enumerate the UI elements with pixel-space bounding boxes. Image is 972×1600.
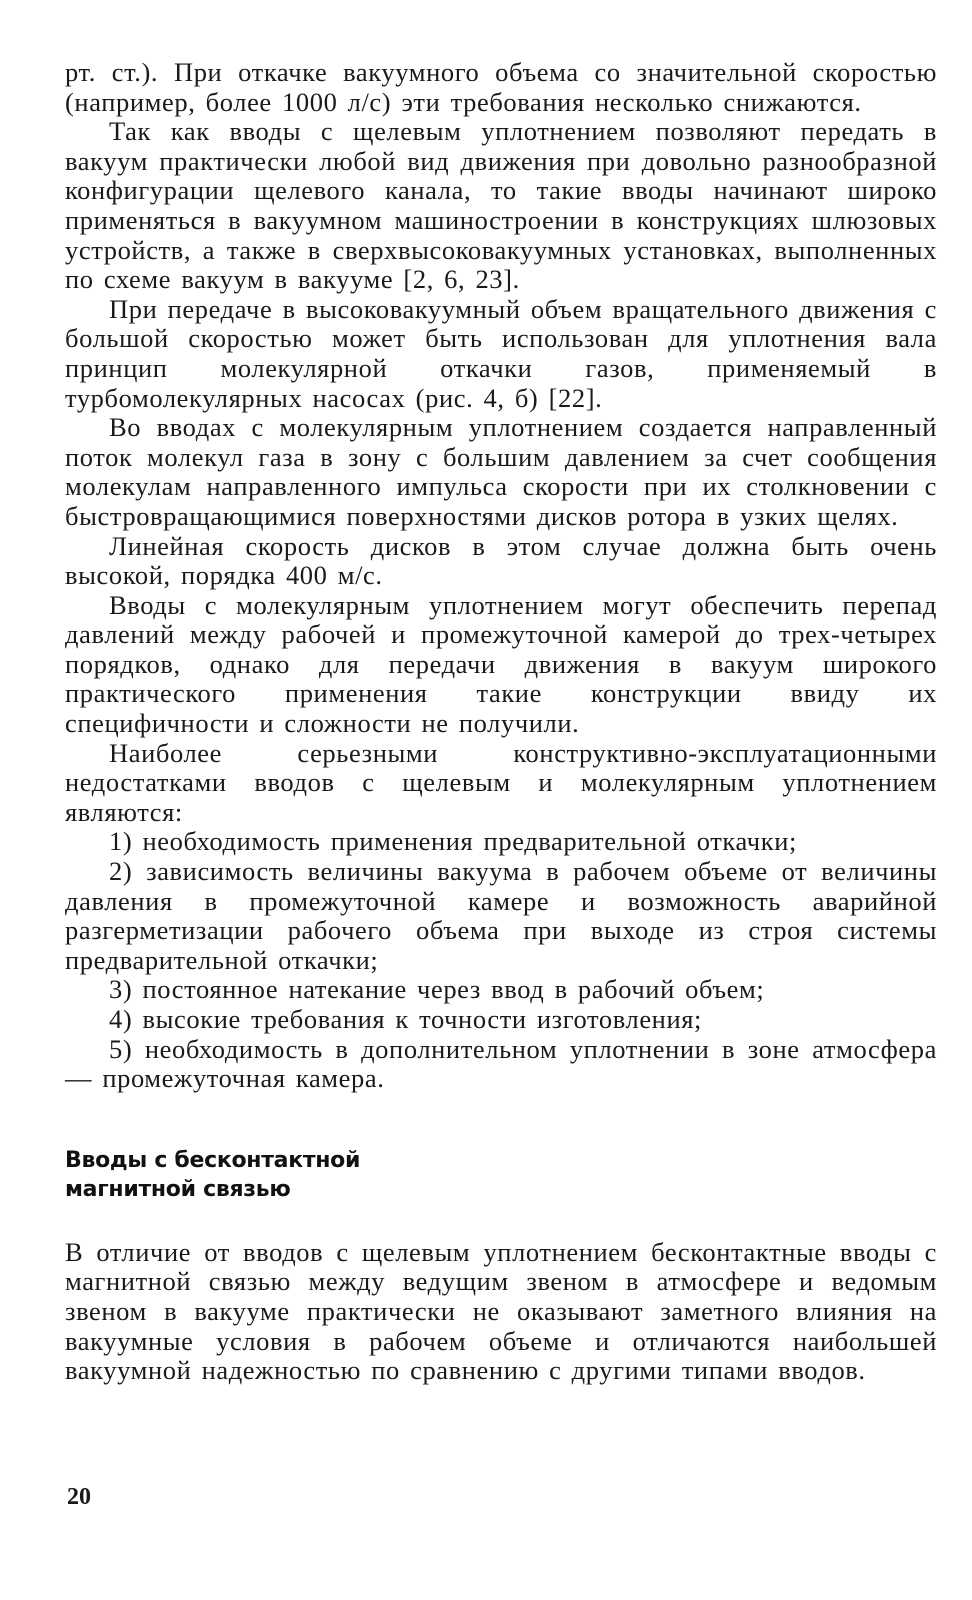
list-item: 3) постоянное натекание через ввод в рабочий объем;	[109, 974, 765, 1005]
section-heading-line-2: магнитной связью	[65, 1176, 291, 1202]
page-number: 20	[67, 1484, 91, 1510]
paragraph-slit-seal-usage: Так как вводы с щелевым уплотнением позволяют передать в вакуум практически любой вид движения при довольно разнообразной конфигурации щелевого канала, то такие вводы начинают широко применяться в вакуумном машиностроении в конструкциях шлюзовых устройств, а также в сверхвысоковакуумных установках, выполненных по схеме вакуум в вакууме [2, 6, 23].	[65, 116, 937, 295]
paragraph-disk-speed: Линейная скорость дисков в этом случае должна быть очень высокой, порядка 400 м/с.	[65, 530, 937, 591]
section-heading-line-1: Вводы с бесконтактной	[65, 1147, 361, 1173]
paragraph-molecular-seal-flow: Во вводах с молекулярным уплотнением создается направленный поток молекул газа в зону с большим давлением за счет сообщения молекулам направленного импульса скорости при их столкновении с быстровращающимися поверхностями дисков ротора в узких щелях.	[65, 412, 937, 531]
section-heading	[65, 1146, 937, 1204]
paragraph-molecular-pumping: При передаче в высоковакуумный объем вращательного движения с большой скоростью может быть использован для уплотнения вала принцип молекулярной откачки газов, применяемый в турбомолекулярных насосах (рис. 4, б) [22].	[65, 293, 937, 413]
page-body	[65, 58, 937, 1386]
paragraph-pressure-drop: Вводы с молекулярным уплотнением могут обеспечить перепад давлений между рабочей и промежуточной камерой до трех-четырех порядков, однако для передачи движения в вакуум широкого практического применения такие конструкции ввиду их специфичности и сложности не получили.	[65, 589, 937, 739]
list-item: 4) высокие требования к точности изготовления;	[109, 1004, 702, 1034]
drawbacks-list	[65, 827, 937, 1093]
list-item: 2) зависимость величины вакуума в рабочем объеме от величины давления в промежуточной камере и возможность аварийной разгерметизации рабочего объема при выходе из строя системы предварительной откачки;	[65, 856, 937, 975]
list-item: 5) необходимость в дополнительном уплотнении в зоне атмосфера — промежуточная камера.	[65, 1033, 937, 1094]
paragraph-drawbacks-intro: Наиболее серьезными конструктивно-эксплуатационными недостатками вводов с щелевым и молекулярным уплотнением являются:	[65, 737, 937, 827]
paragraph-magnetic-coupling: В отличие от вводов с щелевым уплотнением бесконтактные вводы с магнитной связью между ведущим звеном в атмосфере и ведомым звеном в вакууме практически не оказывают заметного влияния на вакуумные условия в рабочем объеме и отличаются наибольшей вакуумной надежностью по сравнению с другими типами вводов.	[65, 1236, 937, 1386]
list-item: 1) необходимость применения предварительной откачки;	[109, 826, 797, 857]
paragraph-continuation: рт. ст.). При откачке вакуумного объема со значительной скоростью (например, более 1000 л/с) эти требования несколько снижаются.	[65, 57, 937, 117]
